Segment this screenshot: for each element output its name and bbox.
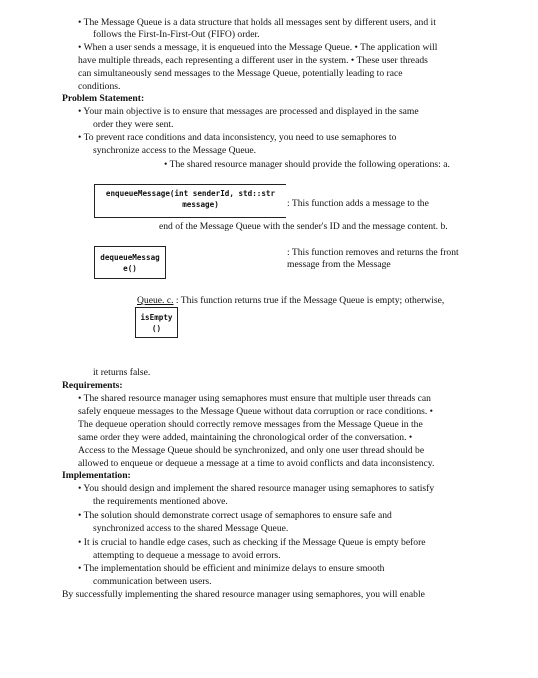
heading-implementation: Implementation: [62,470,131,481]
isempty-description [137,295,444,307]
code-dequeue-message [94,246,166,279]
closing-paragraph: By successfully implementing the shared resource manager using semaphores, you will enable [62,589,425,600]
implementation-bullet1-line1: • You should design and implement the shared resource manager using semaphores to satisfy [78,483,435,494]
bullet-enqueue-line2: have multiple threads, each representing a different user in the system. • These user threads [78,55,428,66]
heading-requirements: Requirements: [62,380,123,391]
heading-problem-statement: Problem Statement: [62,93,145,104]
bullet-enqueue-line3: can simultaneously send messages to the Message Queue, potentially leading to race [78,68,403,79]
dequeue-description-line1: : This function removes and returns the front [287,247,459,258]
code-enqueue-line2: message) [182,200,219,209]
code-isempty-line1: isEmpty [140,313,173,322]
code-enqueue-message [94,184,286,218]
bullet-operations: • The shared resource manager should provide the following operations: a. [164,159,450,170]
requirements-line1: • The shared resource manager using semaphores must ensure that multiple user threads can [78,393,431,404]
implementation-bullet2-line1: • The solution should demonstrate correct usage of semaphores to ensure safe and [78,510,392,521]
implementation-bullet4-line1: • The implementation should be efficient and minimize delays to ensure smooth [78,563,385,574]
bullet-fifo-line1: • The Message Queue is a data structure that holds all messages sent by different users, and it [78,17,436,28]
enqueue-description-cont: end of the Message Queue with the sender's ID and the message content. b. [159,221,448,232]
implementation-bullet1-line2: the requirements mentioned above. [93,496,228,507]
code-dequeue-line2: e() [123,264,137,273]
requirements-line2: safely enqueue messages to the Message Queue without data corruption or race conditions. • [78,406,434,417]
queue-c-label: Queue. c. [137,295,174,306]
code-isempty-line2: () [151,324,162,333]
code-enqueue-line1: enqueueMessage(int senderId, std::str [105,189,276,198]
enqueue-description: : This function adds a message to the [287,198,429,209]
implementation-bullet3-line2: attempting to dequeue a message to avoid errors. [93,550,281,561]
requirements-line5: Access to the Message Queue should be synchronized, and only one user thread should be [78,445,425,456]
isempty-description-text: : This function returns true if the Message Queue is empty; otherwise, [173,295,445,306]
requirements-line6: allowed to enqueue or dequeue a message at a time to avoid conflicts and data inconsistency. [78,458,435,469]
implementation-bullet4-line2: communication between users. [93,576,212,587]
code-isempty [135,307,178,338]
bullet-enqueue-line1: • When a user sends a message, it is enqueued into the Message Queue. • The application will [78,42,438,53]
bullet-enqueue-line4: conditions. [78,81,121,92]
bullet-fifo-line2: follows the First-In-First-Out (FIFO) order. [93,29,260,40]
implementation-bullet3-line1: • It is crucial to handle edge cases, such as checking if the Message Queue is empty before [78,537,426,548]
bullet-semaphores-line1: • To prevent race conditions and data inconsistency, you need to use semaphores to [78,132,397,143]
isempty-description-cont: it returns false. [93,367,151,378]
code-dequeue-line1: dequeueMessag [100,253,160,262]
requirements-line4: same order they were added, maintaining the chronological order of the conversation. • [78,432,413,443]
dequeue-description-line2: message from the Message [287,259,391,270]
implementation-bullet2-line2: synchronized access to the shared Message Queue. [93,523,289,534]
bullet-objective-line1: • Your main objective is to ensure that messages are processed and displayed in the same [78,106,419,117]
bullet-objective-line2: order they were sent. [93,119,174,130]
requirements-line3: The dequeue operation should correctly remove messages from the Message Queue in the [78,419,423,430]
bullet-semaphores-line2: synchronize access to the Message Queue. [93,145,257,156]
